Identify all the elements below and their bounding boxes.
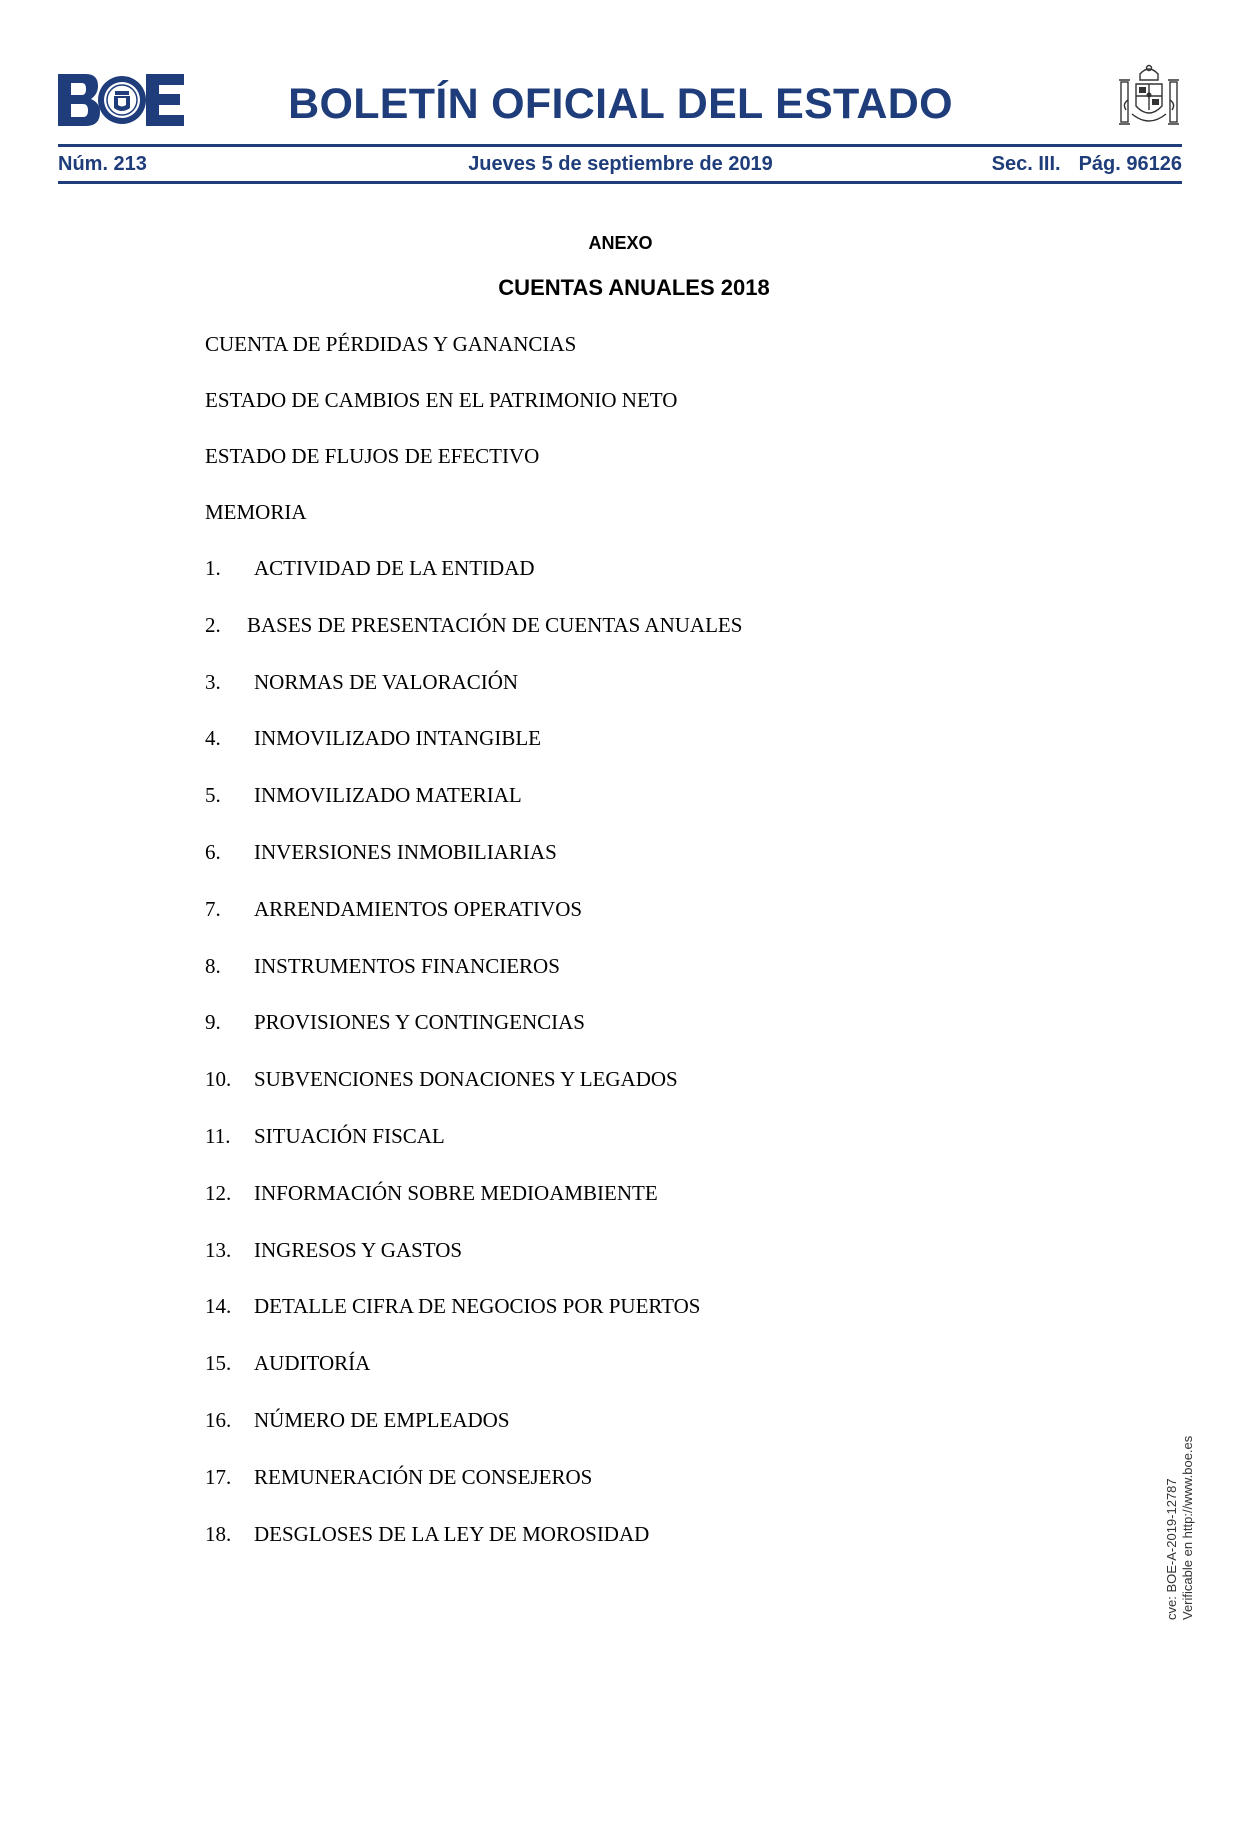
list-item xyxy=(205,1349,742,1406)
list-item xyxy=(205,1236,742,1293)
list-item xyxy=(205,838,742,895)
issue-number: Núm. 213 xyxy=(58,153,147,175)
list-item xyxy=(205,952,742,1009)
list-item-number: 16. xyxy=(205,1407,232,1432)
list-item-text: CUENTA DE PÉRDIDAS Y GANANCIAS xyxy=(205,332,577,356)
list-item-number: 17. xyxy=(205,1464,232,1489)
list-item xyxy=(205,554,742,611)
list-item-number: 2. xyxy=(205,612,221,637)
list-item-text: ARRENDAMIENTOS OPERATIVOS xyxy=(254,896,583,921)
annex-label: ANEXO xyxy=(588,233,653,253)
list-item-text: INMOVILIZADO INTANGIBLE xyxy=(254,726,542,751)
list-item-text: ESTADO DE CAMBIOS EN EL PATRIMONIO NETO xyxy=(205,388,678,412)
list-item-text: SITUACIÓN FISCAL xyxy=(254,1123,445,1148)
list-item-text: INVERSIONES INMOBILIARIAS xyxy=(254,839,557,864)
contents-list xyxy=(205,330,742,1576)
list-item xyxy=(205,1520,742,1577)
list-item-text: INSTRUMENTOS FINANCIEROS xyxy=(254,953,560,978)
list-item-text: INFORMACIÓN SOBRE MEDIOAMBIENTE xyxy=(254,1180,658,1205)
list-item-number: 10. xyxy=(205,1067,232,1092)
issue-date: Jueves 5 de septiembre de 2019 xyxy=(468,153,773,175)
list-item-text: BASES DE PRESENTACIÓN DE CUENTAS ANUALES xyxy=(247,612,743,637)
list-item-text: NORMAS DE VALORACIÓN xyxy=(254,669,519,694)
list-item-text: DESGLOSES DE LA LEY DE MOROSIDAD xyxy=(254,1521,650,1546)
section-label: Sec. III. xyxy=(991,153,1061,175)
list-item-text: INMOVILIZADO MATERIAL xyxy=(254,783,522,808)
list-item-text: DETALLE CIFRA DE NEGOCIOS POR PUERTOS xyxy=(254,1294,701,1319)
document-heading: CUENTAS ANUALES 2018 xyxy=(498,275,770,300)
list-item xyxy=(205,1065,742,1122)
list-item xyxy=(205,330,742,386)
list-item-text: NÚMERO DE EMPLEADOS xyxy=(254,1407,510,1432)
list-item-text: SUBVENCIONES DONACIONES Y LEGADOS xyxy=(254,1067,678,1092)
list-item-number: 11. xyxy=(205,1123,231,1148)
header-rule-bottom xyxy=(58,181,1182,184)
list-item-text: ESTADO DE FLUJOS DE EFECTIVO xyxy=(205,444,540,468)
list-item-number: 14. xyxy=(205,1294,232,1319)
list-item xyxy=(205,1406,742,1463)
list-item-text: MEMORIA xyxy=(205,500,307,524)
list-item xyxy=(205,498,742,554)
spain-coat-of-arms-icon xyxy=(1118,64,1180,134)
list-item-number: 6. xyxy=(205,839,221,864)
list-item xyxy=(205,442,742,498)
list-item xyxy=(205,668,742,725)
list-item xyxy=(205,1292,742,1349)
section-page xyxy=(992,151,1182,177)
list-item xyxy=(205,895,742,952)
list-item-text: REMUNERACIÓN DE CONSEJEROS xyxy=(254,1464,593,1489)
gazette-title: BOLETÍN OFICIAL DEL ESTADO xyxy=(288,80,953,128)
list-item-text: ACTIVIDAD DE LA ENTIDAD xyxy=(254,556,535,580)
list-item-number: 4. xyxy=(205,726,221,751)
list-item-number: 12. xyxy=(205,1180,232,1205)
list-item xyxy=(205,611,742,668)
list-item-text: INGRESOS Y GASTOS xyxy=(254,1237,463,1262)
list-item xyxy=(205,1463,742,1520)
list-item-text: AUDITORÍA xyxy=(254,1351,371,1376)
cve-code: cve: BOE-A-2019-12787 xyxy=(1164,1478,1179,1620)
list-item-number: 8. xyxy=(205,953,221,978)
list-item xyxy=(205,1179,742,1236)
list-item-text: PROVISIONES Y CONTINGENCIAS xyxy=(254,1010,585,1035)
page-number: Pág. 96126 xyxy=(1078,153,1182,175)
list-item-number: 15. xyxy=(205,1351,232,1376)
verification-url: Verificable en http://www.boe.es xyxy=(1180,1435,1195,1620)
list-item-number: 18. xyxy=(205,1521,232,1546)
list-item xyxy=(205,1122,742,1179)
list-item-number: 7. xyxy=(205,896,221,921)
list-item xyxy=(205,386,742,442)
list-item xyxy=(205,781,742,838)
list-item-number: 13. xyxy=(205,1237,232,1262)
list-item xyxy=(205,1008,742,1065)
verification-note xyxy=(1164,1435,1204,1830)
list-item-number: 9. xyxy=(205,1010,221,1035)
header-rule-top xyxy=(58,144,1182,147)
list-item-number: 3. xyxy=(205,669,221,694)
list-item-number: 1. xyxy=(205,556,221,580)
list-item xyxy=(205,724,742,781)
list-item-number: 5. xyxy=(205,783,221,808)
